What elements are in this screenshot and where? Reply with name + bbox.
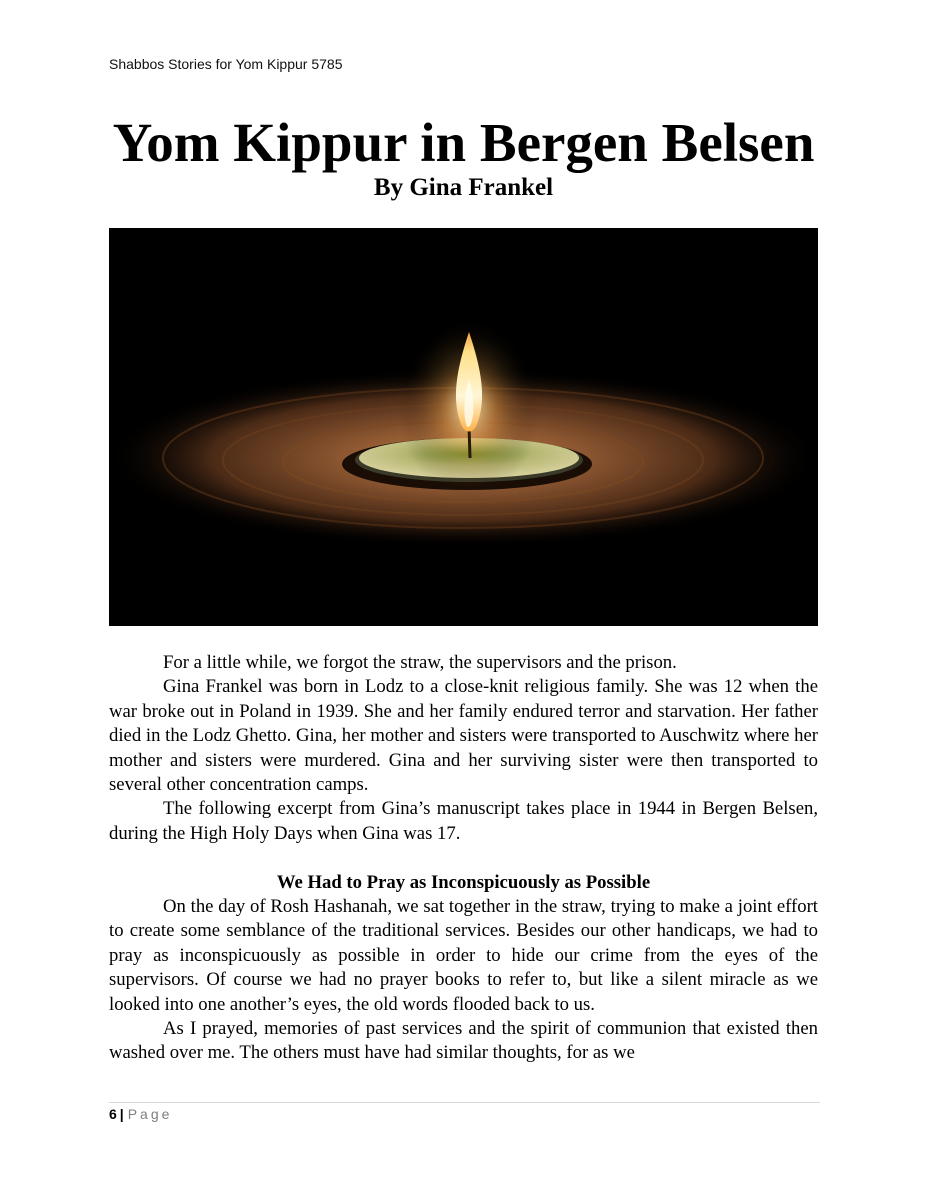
page-number: 6: [109, 1106, 117, 1122]
section-heading: We Had to Pray as Inconspicuously as Possible: [276, 871, 651, 893]
section-paragraph: On the day of Rosh Hashanah, we sat together in the straw, trying to make a joint effort to create some semblance of the traditional services. Besides our other handicaps, we had to pray as inconspicuously as possible in order to hide our crime from the eyes of the supervisors. Of course we had no prayer books to refer to, but like a silent miracle as we looked into one another’s eyes, the old words flooded back to us.: [109, 896, 818, 1015]
running-header: Shabbos Stories for Yom Kippur 5785: [109, 56, 343, 72]
page-label: Page: [127, 1106, 173, 1122]
intro-paragraph: Gina Frankel was born in Lodz to a close-knit religious family. She was 12 when the war broke out in Poland in 1939. She and her family endured terror and starvation. Her father died in the Lodz Ghetto. Gina, her mother and sisters were transported to Auschwitz where her mother and sisters were murdered. Gina and her surviving sister were then transported to several other concentration camps.: [109, 676, 818, 796]
article-title: Yom Kippur in Bergen Belsen: [112, 112, 815, 173]
article-body: [109, 651, 818, 1066]
candle-photo: [109, 228, 818, 626]
intro-paragraph: For a little while, we forgot the straw, the supervisors and the prison.: [163, 652, 677, 673]
page-footer: [109, 1106, 172, 1122]
footer-divider: [109, 1102, 820, 1103]
footer-separator: |: [119, 1106, 124, 1122]
intro-paragraph: The following excerpt from Gina’s manuscript takes place in 1944 in Bergen Belsen, during the High Holy Days when Gina was 17.: [109, 798, 818, 844]
section-paragraph: As I prayed, memories of past services and the spirit of communion that existed then washed over me. The others must have had similar thoughts, for as we: [109, 1018, 818, 1064]
article-byline: By Gina Frankel: [373, 174, 554, 201]
